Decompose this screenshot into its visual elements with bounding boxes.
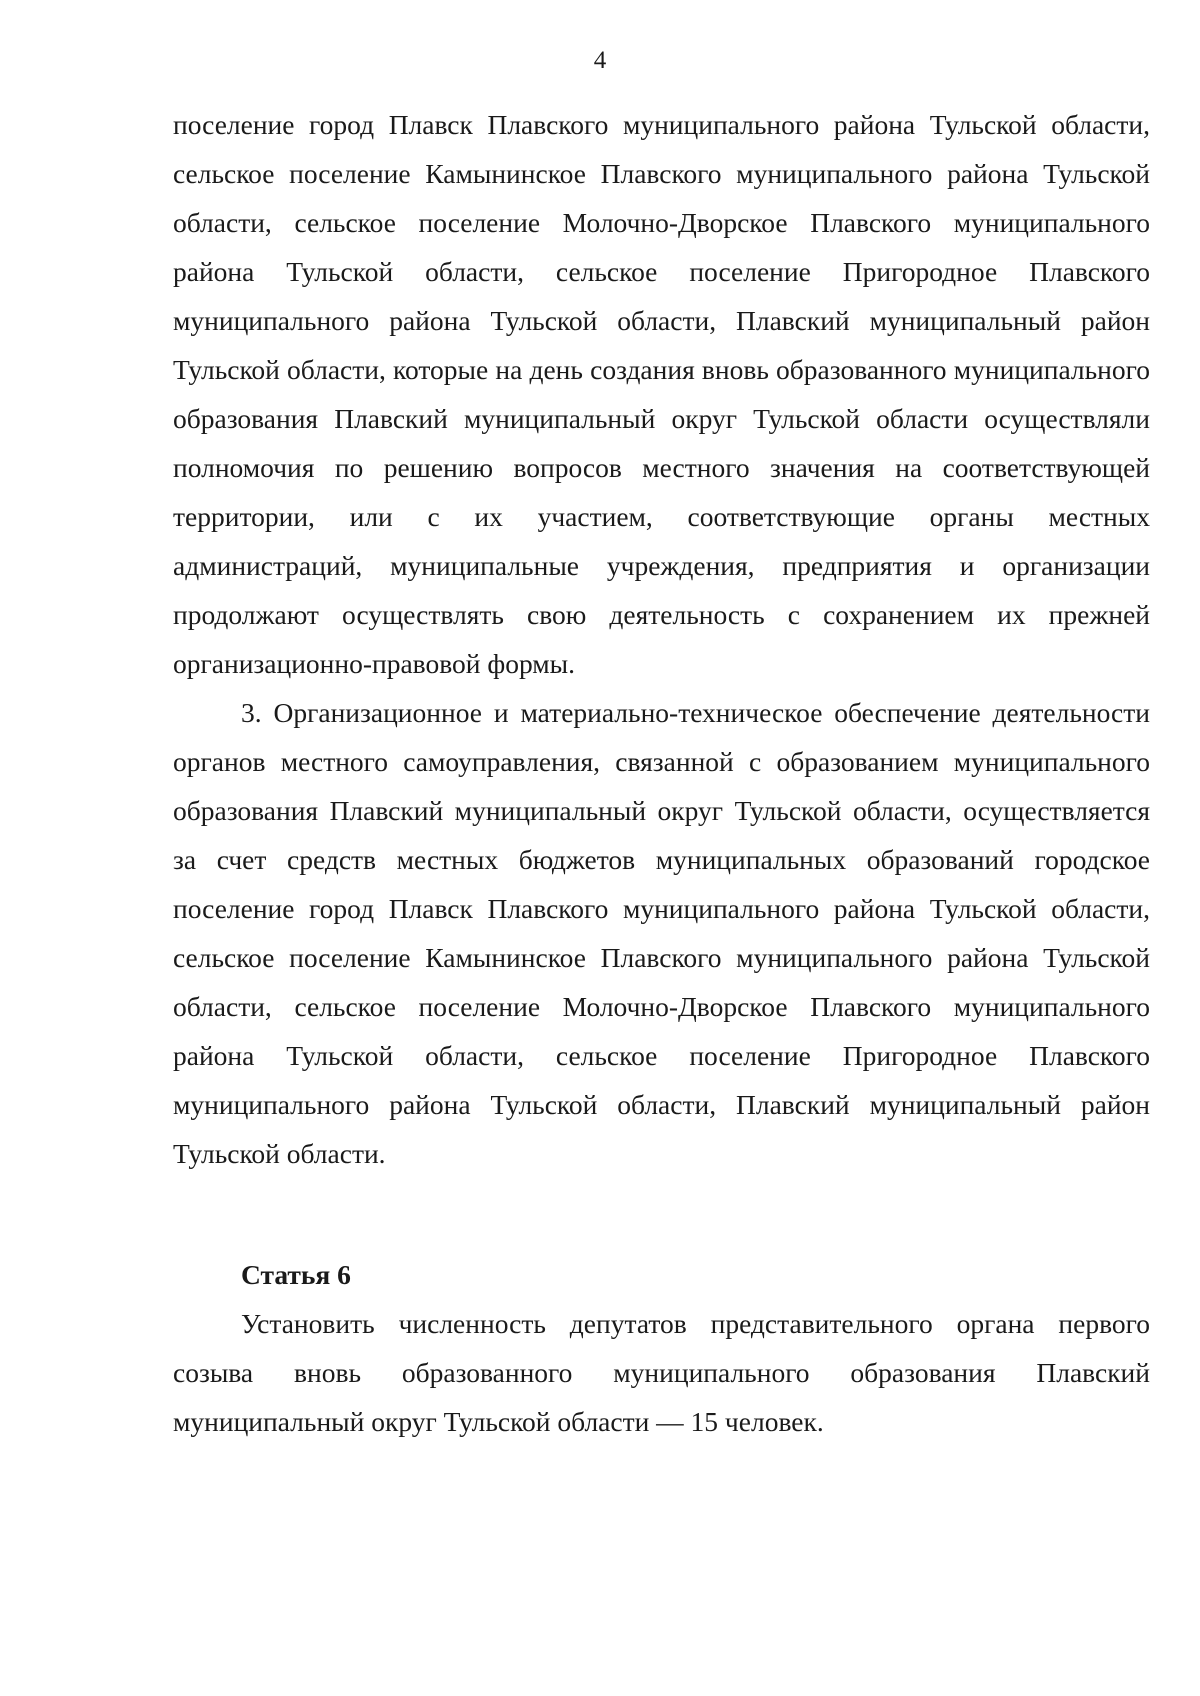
page-number: 4	[593, 47, 607, 74]
document-body	[173, 100, 1150, 1446]
article-6-heading: Статья 6	[241, 1259, 351, 1290]
continuation-paragraph: поселение город Плавск Плавского муниципального района Тульской области, сельское поселение Камынинское Плавского муниципального района Тульской области, сельское поселение Молочно-Дворское Плавского муниципального района Тульской области, сельское поселение Пригородное Плавского муниципального района Тульской области, Плавский муниципальный район Тульской области, которые на день создания вновь образованного муниципального образования Плавский муниципальный округ Тульской области осуществляли полномочия по решению вопросов местного значения на соответствующей территории, или с их участием, соответствующие органы местных администраций, муниципальные учреждения, предприятия и организации продолжают осуществлять свою деятельность с сохранением их прежней организационно-правовой формы.	[173, 109, 1150, 679]
section-spacer	[173, 1178, 1150, 1250]
item-3-paragraph: 3. Организационное и материально-техническое обеспечение деятельности органов местного самоуправления, связанной с образованием муниципального образования Плавский муниципальный округ Тульской области, осуществляется за счет средств местных бюджетов муниципальных образований городское поселение город Плавск Плавского муниципального района Тульской области, сельское поселение Камынинское Плавского муниципального района Тульской области, сельское поселение Молочно-Дворское Плавского муниципального района Тульской области, сельское поселение Пригородное Плавского муниципального района Тульской области, Плавский муниципальный район Тульской области.	[173, 697, 1150, 1169]
article-6-text: Установить численность депутатов представительного органа первого созыва вновь образованного муниципального образования Плавский муниципальный округ Тульской области — 15 человек.	[173, 1308, 1150, 1437]
